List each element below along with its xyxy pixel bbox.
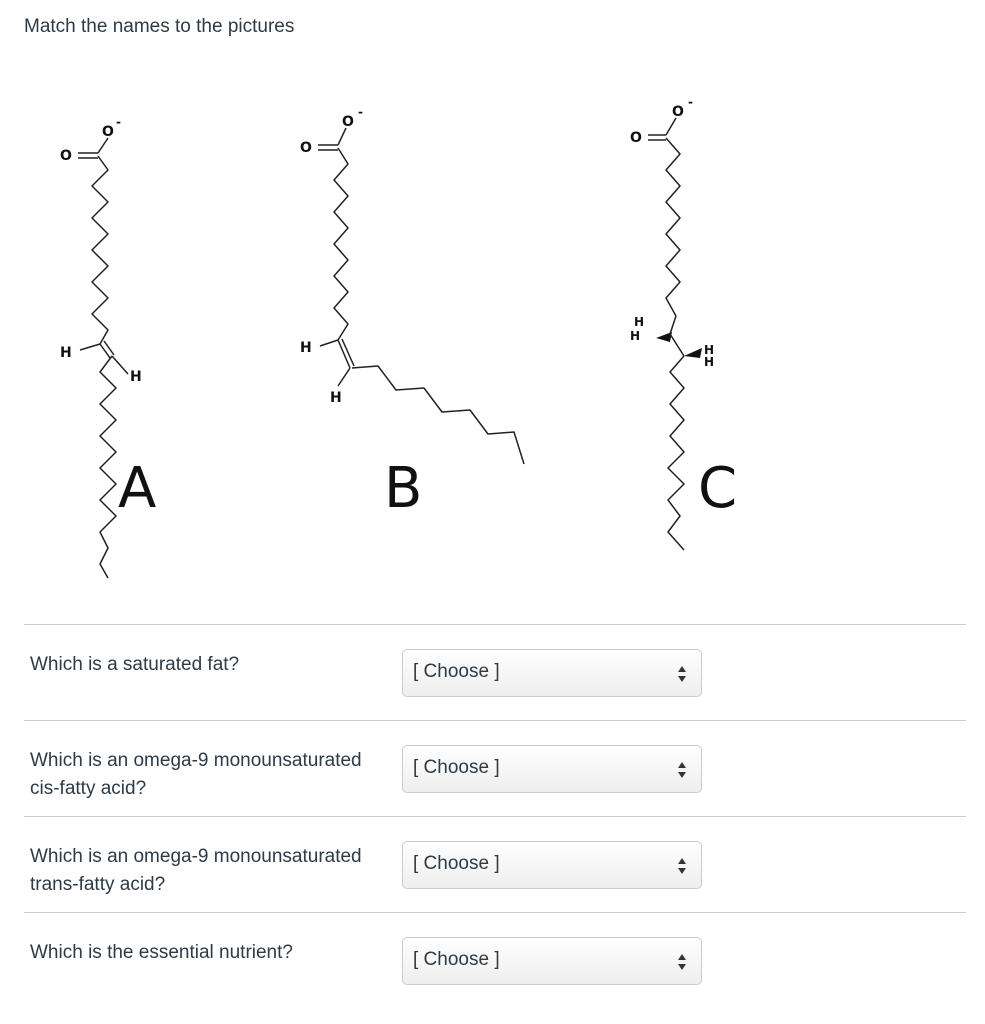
molecule-c-carboxylate-o: O [672,104,684,120]
question-text-4: Which is the essential nutrient? [30,942,293,963]
molecule-a-h-left: H [60,345,72,361]
molecule-b-h-bottom: H [330,390,342,406]
updown-arrows-icon [677,952,687,972]
answer-select-1[interactable] [402,649,702,697]
question-text-3: Which is an omega-9 monounsaturated trans-fatty acid? [30,846,362,895]
matching-question-table [24,624,966,1008]
answer-select-1-value: [ Choose ] [413,661,500,682]
molecule-a [60,115,156,578]
question-row-3 [24,817,966,913]
question-row-4 [24,913,966,1008]
molecule-c-carbonyl-o: O [630,130,642,146]
question-row-2 [24,721,966,817]
molecule-c-h-right-1: H [704,343,715,357]
question-text-1: Which is a saturated fat? [30,654,240,675]
answer-select-2-value: [ Choose ] [413,757,500,778]
molecule-a-carboxylate-o: O [102,124,114,140]
answer-select-2[interactable] [402,745,702,793]
molecule-c-h-upper-1: H [634,315,645,329]
question-instructions: Match the names to the pictures [24,16,295,37]
updown-arrows-icon [677,760,687,780]
answer-select-4-value: [ Choose ] [413,949,500,970]
molecule-b-carboxylate-o: O [342,114,354,130]
molecule-b-label: B [384,456,423,521]
updown-arrows-icon [677,664,687,684]
molecule-a-h-right: H [130,369,142,385]
molecule-c-h-right-2: H [704,355,715,369]
molecule-a-carbonyl-o: O [60,148,72,164]
answer-select-3-value: [ Choose ] [413,853,500,874]
updown-arrows-icon [677,856,687,876]
molecule-c-label: C [698,456,738,521]
answer-select-4[interactable] [402,937,702,985]
molecule-c [630,95,737,550]
fatty-acid-figure [0,60,985,620]
molecule-c-charge: - [688,95,693,109]
fatty-acid-structures [0,60,985,620]
question-text-2: Which is an omega-9 monounsaturated cis-fatty acid? [30,750,362,799]
molecule-b-charge: - [358,105,363,119]
molecule-b-h-left: H [300,340,312,356]
molecule-b-carbonyl-o: O [300,140,312,156]
question-row-1 [24,625,966,721]
answer-select-3[interactable] [402,841,702,889]
molecule-b [300,105,524,521]
molecule-c-wedge-right [684,348,702,358]
molecule-a-label: A [118,456,157,521]
molecule-a-charge: - [116,115,121,129]
molecule-c-h-upper-2: H [630,329,641,343]
